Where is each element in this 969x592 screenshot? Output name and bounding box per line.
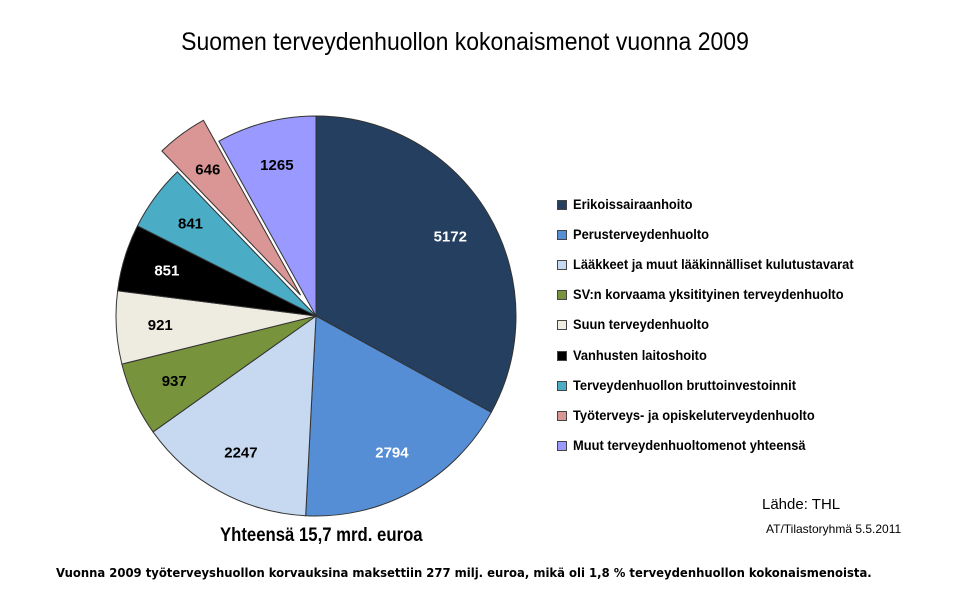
legend-swatch bbox=[557, 320, 567, 330]
legend-label: SV:n korvaama yksitityinen terveydenhuolto bbox=[573, 286, 844, 302]
data-label-perusterveydenhuolto: 2794 bbox=[375, 444, 409, 462]
legend-label: Terveydenhuollon bruttoinvestoinnit bbox=[573, 377, 797, 393]
data-label-tyoterveys-ja-opiskeluterveydenhuolto: 646 bbox=[195, 161, 221, 179]
footnote: Vuonna 2009 työterveyshuollon korvauksina maksettiin 277 milj. euroa, mikä oli 1,8 % terveydenhuollon kokonaismenoista. bbox=[56, 565, 872, 580]
legend-label: Muut terveydenhuoltomenot yhteensä bbox=[573, 437, 806, 453]
legend-swatch bbox=[557, 441, 567, 451]
data-label-suun-terveydenhuolto: 921 bbox=[147, 317, 173, 335]
legend-label: Työterveys- ja opiskeluterveydenhuolto bbox=[573, 407, 815, 423]
chart-title: Suomen terveydenhuollon kokonaismenot vuonna 2009 bbox=[181, 28, 749, 56]
data-label-terveydenhuollon-bruttoinvestoinnit: 841 bbox=[178, 215, 204, 233]
legend-swatch bbox=[557, 351, 567, 361]
credit-label: AT/Tilastoryhmä 5.5.2011 bbox=[766, 522, 902, 536]
legend-swatch bbox=[557, 200, 567, 210]
legend-label: Erikoissairaanhoito bbox=[573, 196, 693, 212]
legend-label: Perusterveydenhuolto bbox=[573, 226, 710, 242]
legend-swatch bbox=[557, 381, 567, 391]
legend-swatch bbox=[557, 230, 567, 240]
data-label-sv-n-korvaama-yksitityinen-terveydenhuolto: 937 bbox=[161, 373, 187, 391]
total-label: Yhteensä 15,7 mrd. euroa bbox=[220, 525, 423, 546]
legend-swatch bbox=[557, 290, 567, 300]
legend-label: Suun terveydenhuolto bbox=[573, 316, 709, 332]
legend-swatch bbox=[557, 411, 567, 421]
data-label-vanhusten-laitoshoito: 851 bbox=[154, 262, 180, 280]
source-label: Lähde: THL bbox=[762, 496, 841, 513]
data-label-muut-terveydenhuoltomenot-yhteensa: 1265 bbox=[260, 156, 294, 174]
data-label-erikoissairaanhoito: 5172 bbox=[433, 228, 467, 246]
legend-swatch bbox=[557, 260, 567, 270]
data-label-laakkeet-ja-muut-laakinnalliset-kulutustavarat: 2247 bbox=[224, 444, 258, 462]
legend-label: Vanhusten laitoshoito bbox=[573, 347, 707, 363]
legend-label: Lääkkeet ja muut lääkinnälliset kulutustavarat bbox=[573, 256, 854, 272]
